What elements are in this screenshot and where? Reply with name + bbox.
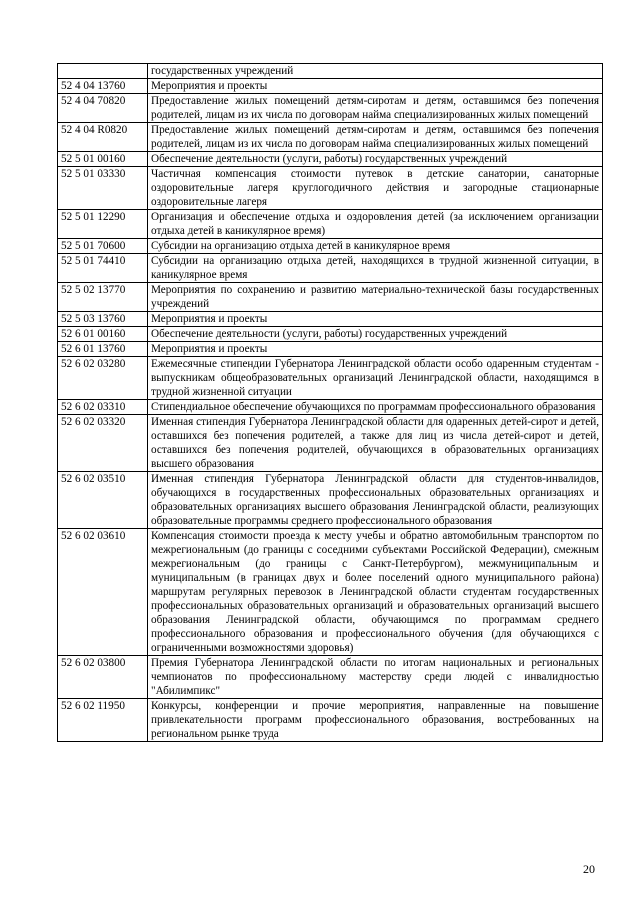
- description-cell: государственных учреждений: [148, 64, 603, 79]
- code-cell: 52 6 02 03310: [58, 400, 148, 415]
- code-cell: 52 5 03 13760: [58, 312, 148, 327]
- table-row: [58, 472, 603, 529]
- code-cell: 52 5 01 00160: [58, 152, 148, 167]
- description-cell: Предоставление жилых помещений детям-сиротам и детям, оставшимся без попечения родителей, лицам из их числа по договорам найма специализированных жилых помещений: [148, 94, 603, 123]
- code-cell: 52 6 02 03800: [58, 656, 148, 699]
- table-row: [58, 400, 603, 415]
- description-cell: Субсидии на организацию отдыха детей, находящихся в трудной жизненной ситуации, в каникулярное время: [148, 254, 603, 283]
- description-cell: Мероприятия по сохранению и развитию материально-технической базы государственных учреждений: [148, 283, 603, 312]
- code-cell: 52 5 01 74410: [58, 254, 148, 283]
- table-row: [58, 283, 603, 312]
- code-cell: 52 6 01 00160: [58, 327, 148, 342]
- table-row: [58, 254, 603, 283]
- code-cell: 52 5 02 13770: [58, 283, 148, 312]
- code-cell: 52 4 04 R0820: [58, 123, 148, 152]
- description-cell: Именная стипендия Губернатора Ленинградской области для студентов-инвалидов, обучающихся в государственных профессиональных образовательных организациях и образовательных организациях высшего образования Ленинградской области, реализующих образовательные программы среднего профессионального образования: [148, 472, 603, 529]
- code-cell: 52 6 02 11950: [58, 699, 148, 742]
- code-cell: 52 6 02 03320: [58, 415, 148, 472]
- code-cell: 52 6 02 03610: [58, 529, 148, 656]
- description-cell: Мероприятия и проекты: [148, 342, 603, 357]
- table-row: [58, 239, 603, 254]
- table-row: [58, 327, 603, 342]
- description-cell: Обеспечение деятельности (услуги, работы) государственных учреждений: [148, 327, 603, 342]
- code-cell: 52 4 04 13760: [58, 79, 148, 94]
- code-cell: 52 6 01 13760: [58, 342, 148, 357]
- budget-codes-table: [57, 63, 603, 742]
- table-row: [58, 123, 603, 152]
- table-row: [58, 529, 603, 656]
- description-cell: Премия Губернатора Ленинградской области по итогам национальных и региональных чемпионатов по профессиональному мастерству среди людей с инвалидностью "Абилимпикс": [148, 656, 603, 699]
- table-row: [58, 167, 603, 210]
- code-cell: 52 5 01 03330: [58, 167, 148, 210]
- description-cell: Организация и обеспечение отдыха и оздоровления детей (за исключением организации отдыха детей в каникулярное время): [148, 210, 603, 239]
- description-cell: Стипендиальное обеспечение обучающихся по программам профессионального образования: [148, 400, 603, 415]
- description-cell: Предоставление жилых помещений детям-сиротам и детям, оставшимся без попечения родителей, лицам из их числа по договорам найма специализированных жилых помещений: [148, 123, 603, 152]
- description-cell: Мероприятия и проекты: [148, 79, 603, 94]
- table-row: [58, 210, 603, 239]
- document-page: [57, 63, 602, 742]
- description-cell: Ежемесячные стипендии Губернатора Ленинградской области особо одаренным студентам - выпускникам общеобразовательных организаций Ленинградской области, находящимся в трудной жизненной ситуации: [148, 357, 603, 400]
- description-cell: Частичная компенсация стоимости путевок в детские санатории, санаторные оздоровительные лагеря круглогодичного действия и загородные стационарные оздоровительные лагеря: [148, 167, 603, 210]
- table-row: [58, 699, 603, 742]
- description-cell: Конкурсы, конференции и прочие мероприятия, направленные на повышение привлекательности программ профессионального образования, востребованных на региональном рынке труда: [148, 699, 603, 742]
- code-cell: 52 5 01 12290: [58, 210, 148, 239]
- table-body: [58, 64, 603, 742]
- code-cell: [58, 64, 148, 79]
- table-row: [58, 342, 603, 357]
- table-row: [58, 79, 603, 94]
- description-cell: Именная стипендия Губернатора Ленинградской области для одаренных детей-сирот и детей, оставшихся без попечения родителей, а также для лиц из числа детей-сирот и детей, оставшихся без попечения родителей, обучающихся в образовательных организациях высшего образования: [148, 415, 603, 472]
- code-cell: 52 4 04 70820: [58, 94, 148, 123]
- table-row: [58, 357, 603, 400]
- description-cell: Субсидии на организацию отдыха детей в каникулярное время: [148, 239, 603, 254]
- table-row: [58, 64, 603, 79]
- page-number: 20: [583, 862, 595, 876]
- code-cell: 52 6 02 03280: [58, 357, 148, 400]
- table-row: [58, 656, 603, 699]
- description-cell: Обеспечение деятельности (услуги, работы) государственных учреждений: [148, 152, 603, 167]
- description-cell: Мероприятия и проекты: [148, 312, 603, 327]
- code-cell: 52 6 02 03510: [58, 472, 148, 529]
- description-cell: Компенсация стоимости проезда к месту учебы и обратно автомобильным транспортом по межрегиональным (до границы с соседними субъектами Российской Федерации), смежным межрегиональным (до границы с Санкт-Петербургом), межмуниципальным и муниципальным (в границах двух и более поселений одного муниципального района) маршрутам регулярных перевозок в Ленинградской области студентам государственных профессиональных образовательных организаций и образовательных организаций высшего образования Ленинградской области, обучающимся по программам среднего профессионального образования и профессионального обучения (для обучающихся с ограниченными возможностями здоровья): [148, 529, 603, 656]
- table-row: [58, 312, 603, 327]
- table-row: [58, 152, 603, 167]
- table-row: [58, 94, 603, 123]
- code-cell: 52 5 01 70600: [58, 239, 148, 254]
- table-row: [58, 415, 603, 472]
